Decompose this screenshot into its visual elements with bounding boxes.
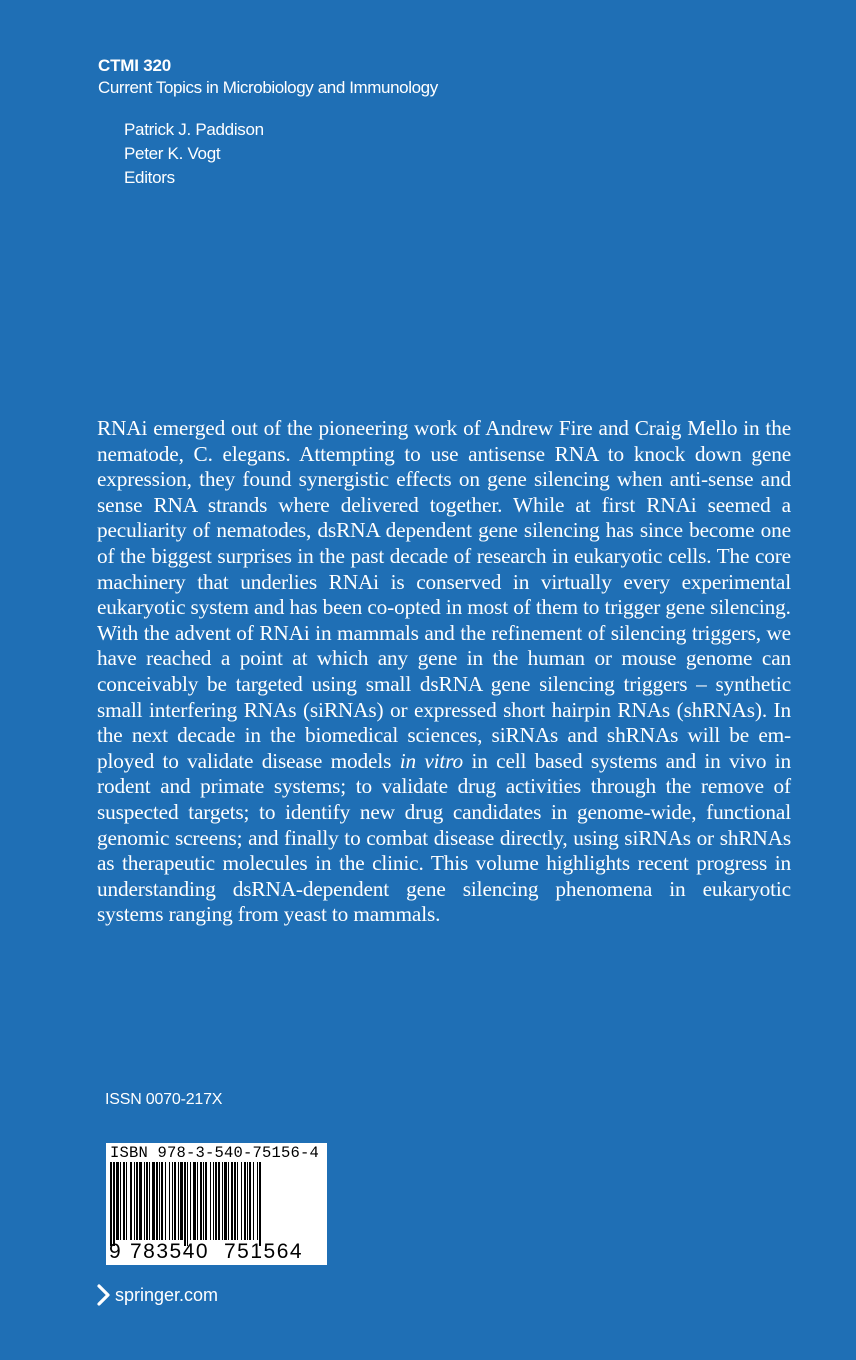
barcode-bar: [161, 1162, 163, 1240]
barcode-bar: [218, 1162, 220, 1240]
barcode-bar: [213, 1162, 214, 1240]
editors-block: [124, 118, 264, 190]
barcode-bar: [130, 1162, 132, 1240]
barcode-bar: [174, 1162, 176, 1240]
barcode-digits: [106, 1240, 327, 1264]
barcode-icon: [106, 1162, 327, 1246]
barcode-bar: [110, 1162, 112, 1246]
series-code: CTMI 320: [98, 56, 172, 75]
barcode-bar: [178, 1162, 179, 1240]
barcode-bar: [210, 1162, 211, 1240]
barcode-bar: [241, 1162, 242, 1240]
barcode-bar: [159, 1162, 160, 1240]
barcode-bar: [184, 1162, 186, 1246]
barcode-bar: [244, 1162, 246, 1240]
barcode-bar: [193, 1162, 196, 1240]
barcode-bar: [113, 1162, 115, 1246]
series-title: Current Topics in Microbiology and Immunology: [98, 78, 438, 97]
barcode-digits-left: 783540: [130, 1240, 210, 1263]
barcode-bar: [224, 1162, 227, 1240]
barcode-bar: [180, 1162, 183, 1240]
barcode-bar: [205, 1162, 207, 1240]
description-italic-text: in vitro: [399, 748, 464, 773]
publisher-website[interactable]: springer.com: [115, 1284, 219, 1305]
barcode-bar: [169, 1162, 170, 1240]
barcode-bar: [253, 1162, 254, 1240]
barcode-bar: [249, 1162, 251, 1240]
barcode-bar: [134, 1162, 135, 1240]
barcode-bar: [200, 1162, 202, 1240]
barcode-bar: [237, 1162, 238, 1240]
barcode-bar: [190, 1162, 191, 1240]
description-text: in cell based systems and in vivo in rodent and primate systems; to validate drug activities through the remove of suspected targets; to identify new drug candidates in genome-wide, functional genomic screens; and finally to combat disease directly, using siRNAs or shRNAs as therapeutic molecules in the clinic. This volume highlights recent progress in understanding dsRNA-dependent gene silencing phenomena in eukaryotic systems ranging from yeast to mammals.: [97, 748, 792, 927]
barcode-bar: [120, 1162, 121, 1240]
barcode-bar: [259, 1162, 261, 1246]
barcode-bar: [215, 1162, 217, 1240]
barcode-bar: [123, 1162, 125, 1240]
barcode-bar: [247, 1162, 248, 1240]
editor-name: Patrick J. Paddison: [124, 120, 264, 139]
barcode-bar: [156, 1162, 158, 1240]
barcode-bar: [149, 1162, 150, 1240]
barcode-digit-first: 9: [109, 1240, 121, 1263]
barcode-bar: [139, 1162, 142, 1240]
series-block: [98, 55, 438, 99]
editors-role: Editors: [124, 168, 175, 187]
barcode-bar: [126, 1162, 127, 1240]
barcode-bar: [234, 1162, 236, 1240]
description-paragraph: RNAi emerged out of the pioneering work of Andrew Fire and Craig Mello in the nematode, C. elegans. Attempting to use antisense RNA to knock down gene expression, they found synergistic effects on gene silencing when anti-sense and sense RNA strands where delivered together. While at first RNAi seemed a peculiarity of nematodes, dsRNA dependent gene silencing has since become one of the biggest surprises in the past decade of research in eukaryotic cells. The core machinery that underlies RNAi is conserved in virtually every experimental eukaryotic system and has been co-opted in most of them to trigger gene silencing.: [97, 416, 791, 620]
barcode-bar: [197, 1162, 198, 1240]
barcode-bar: [165, 1162, 166, 1240]
description-text: With the advent of RNAi in mammals and the refinement of silencing triggers, we have reached a point at which any gene in the human or mouse genome can conceivably be targeted using small dsRNA gene silencing triggers – synthetic small interfering RNAs (siRNAs) or expressed short hairpin RNAs (shRNAs). In the next decade in the biomedical sciences, siRNAs and shRNAs will be em-ployed to validate disease models: [97, 620, 791, 773]
barcode-bar: [257, 1162, 258, 1240]
barcode-bar: [228, 1162, 229, 1240]
book-description: [97, 416, 791, 928]
editor-name: Peter K. Vogt: [124, 144, 221, 163]
barcode-bar: [144, 1162, 145, 1240]
description-paragraph: [97, 621, 791, 928]
issn: ISSN 0070-217X: [105, 1091, 223, 1108]
barcode-bar: [172, 1162, 173, 1240]
isbn-label: ISBN 978-3-540-75156-4: [110, 1144, 320, 1162]
isbn-barcode: [106, 1143, 327, 1265]
barcode-bar: [152, 1162, 155, 1240]
barcode-bar: [231, 1162, 233, 1240]
chevron-right-icon: [97, 1284, 111, 1306]
barcode-bar: [222, 1162, 223, 1240]
barcode-bar: [187, 1162, 188, 1246]
barcode-digits-right: 751564: [224, 1240, 304, 1263]
publisher-footer: [97, 1284, 218, 1306]
barcode-bar: [136, 1162, 138, 1240]
barcode-bar: [146, 1162, 148, 1240]
barcode-bar: [203, 1162, 204, 1240]
barcode-bar: [116, 1162, 119, 1240]
